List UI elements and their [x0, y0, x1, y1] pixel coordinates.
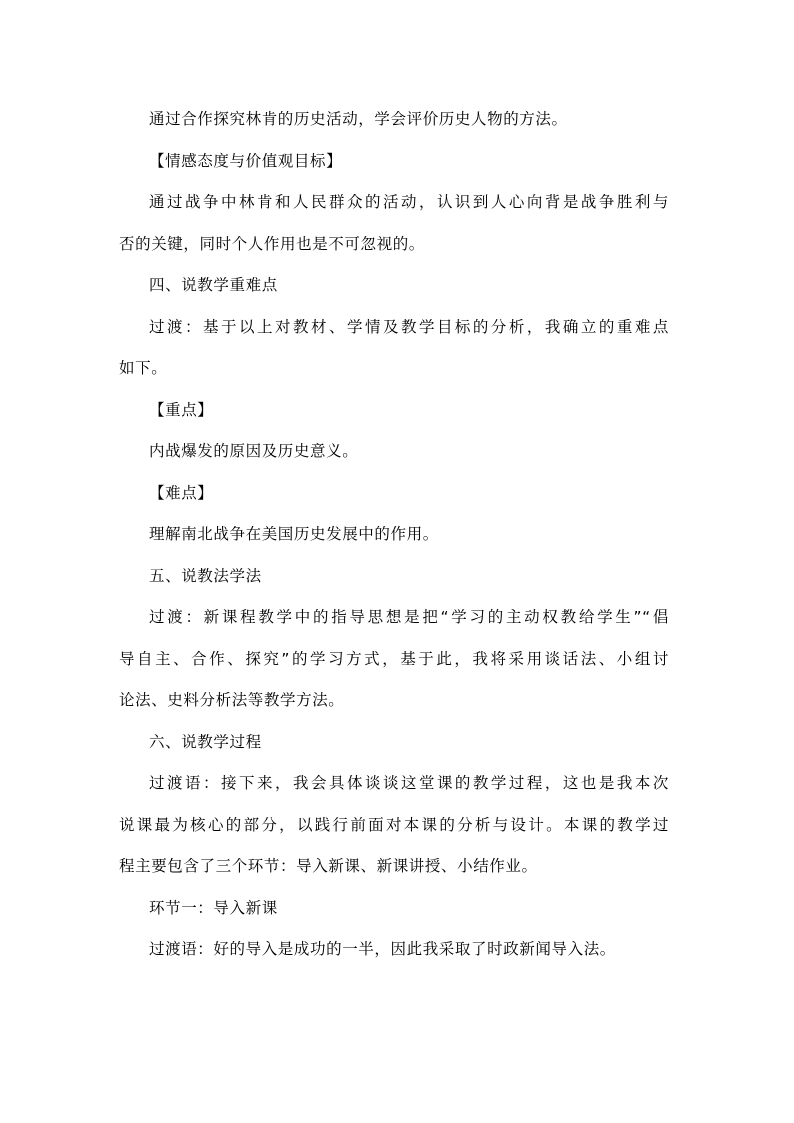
- section-subheading: 【难点】: [149, 484, 214, 502]
- paragraph-line: 通过战争中林肯和人民群众的活动，认识到人心向背是战争胜利与: [149, 193, 669, 211]
- section-heading: 五、说教法学法: [149, 567, 262, 585]
- section-subheading: 【重点】: [149, 401, 214, 419]
- paragraph-line: 如下。: [119, 359, 168, 377]
- paragraph-line: 过渡：基于以上对教材、学情及教学目标的分析，我确立的重难点: [149, 318, 669, 336]
- section-heading: 六、说教学过程: [149, 733, 262, 751]
- section-subheading: 【情感态度与价值观目标】: [149, 152, 343, 170]
- paragraph-line: 论法、史料分析法等教学方法。: [119, 691, 345, 709]
- paragraph-line: 过渡语：接下来，我会具体谈谈这堂课的教学过程，这也是我本次: [149, 774, 669, 792]
- paragraph-line: 说课最为核心的部分，以践行前面对本课的分析与设计。本课的教学过: [119, 816, 669, 834]
- paragraph-line: 过渡语：好的导入是成功的一半，因此我采取了时政新闻导入法。: [149, 940, 616, 958]
- paragraph-line: 内战爆发的原因及历史意义。: [149, 442, 359, 460]
- paragraph-line: 通过合作探究林肯的历史活动，学会评价历史人物的方法。: [149, 110, 568, 128]
- paragraph-line: 理解南北战争在美国历史发展中的作用。: [149, 525, 439, 543]
- paragraph-line: 否的关键，同时个人作用也是不可忽视的。: [119, 235, 425, 253]
- paragraph-line: 程主要包含了三个环节：导入新课、新课讲授、小结作业。: [119, 857, 538, 875]
- section-heading: 四、说教学重难点: [149, 276, 278, 294]
- section-subheading: 环节一：导入新课: [149, 899, 278, 917]
- paragraph-line: 导自主、合作、探究”的学习方式，基于此，我将采用谈话法、小组讨: [119, 650, 669, 668]
- paragraph-line: 过渡：新课程教学中的指导思想是把“学习的主动权教给学生”“倡: [149, 608, 669, 626]
